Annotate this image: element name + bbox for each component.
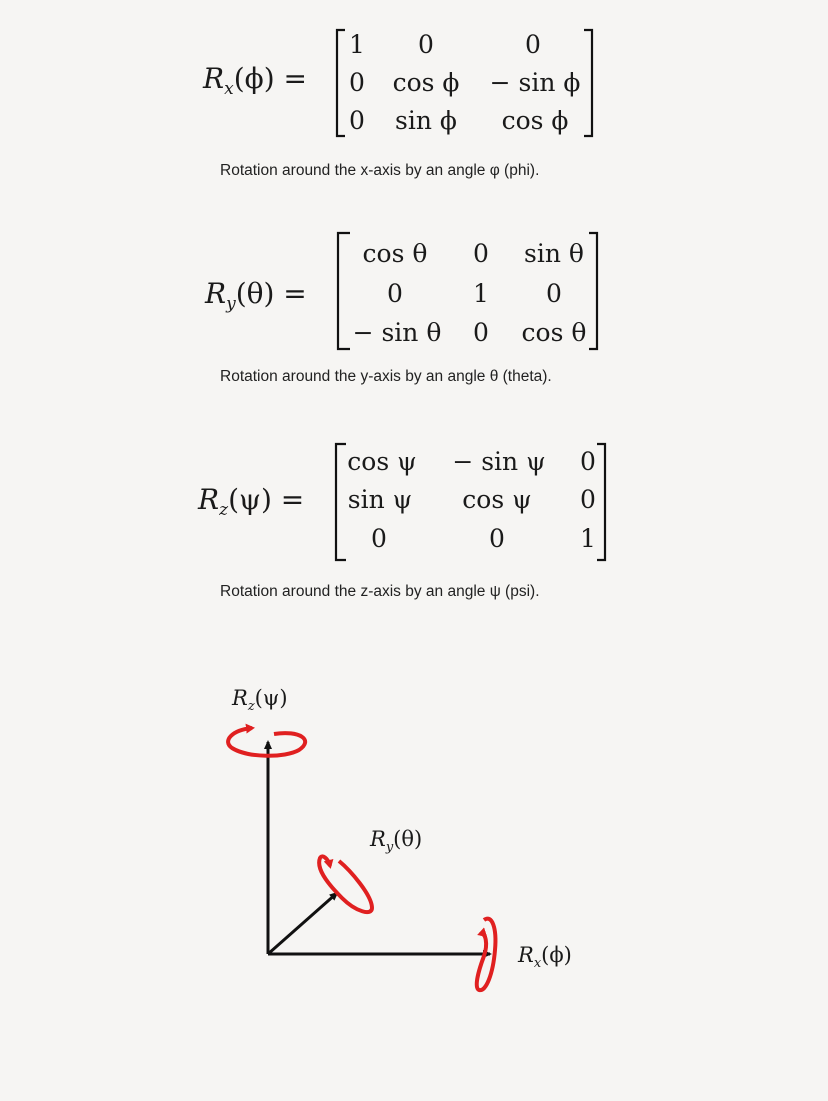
ry-right-bracket bbox=[589, 232, 599, 350]
ry-cell-2-2: cos θ bbox=[521, 318, 587, 347]
rx-cell-2-1: sin ϕ bbox=[395, 106, 457, 135]
rx-cell-2-2: cos ϕ bbox=[501, 106, 569, 135]
rx-lhs-sub: x bbox=[224, 79, 234, 99]
y-label-sub: y bbox=[385, 840, 394, 855]
rz-cell-2-1: 0 bbox=[489, 524, 505, 553]
ry-lhs-prefix: R bbox=[205, 277, 227, 310]
z-label-prefix: R bbox=[232, 686, 248, 710]
rx-cell-1-1: cos ϕ bbox=[392, 68, 460, 97]
ry-lhs-arg: (θ) = bbox=[235, 277, 307, 310]
ry-cell-0-2: sin θ bbox=[524, 239, 584, 268]
y-axis-arrow bbox=[268, 893, 337, 954]
z-rotation-arrow bbox=[228, 728, 305, 756]
rz-cell-0-0: cos ψ bbox=[347, 447, 417, 476]
y-label-arg: (θ) bbox=[393, 827, 423, 851]
diagram-x-label bbox=[518, 943, 572, 971]
rz-cell-0-1: − sin ψ bbox=[452, 447, 546, 476]
rz-cell-2-0: 0 bbox=[371, 524, 387, 553]
rz-caption: Rotation around the z-axis by an angle ψ (psi). bbox=[220, 583, 540, 600]
rz-right-bracket bbox=[597, 443, 607, 561]
x-label-sub: x bbox=[533, 956, 542, 971]
ry-left-bracket bbox=[336, 232, 350, 350]
diagram-y-label bbox=[370, 827, 422, 855]
rx-lhs bbox=[203, 62, 307, 99]
rz-cell-1-1: cos ψ bbox=[462, 485, 532, 514]
rz-cell-1-2: 0 bbox=[580, 485, 596, 514]
rz-lhs-sub: z bbox=[219, 500, 229, 520]
rx-cell-1-2: − sin ϕ bbox=[489, 68, 581, 97]
y-label-prefix: R bbox=[370, 827, 386, 851]
x-label-prefix: R bbox=[518, 943, 534, 967]
rz-cell-2-2: 1 bbox=[580, 524, 596, 553]
rz-lhs-prefix: R bbox=[198, 483, 220, 516]
rx-cell-0-2: 0 bbox=[525, 30, 541, 59]
y-rotation-arrow bbox=[319, 856, 372, 912]
rz-cell-0-2: 0 bbox=[580, 447, 596, 476]
z-label-arg: (ψ) bbox=[254, 686, 288, 710]
rx-cell-0-0: 1 bbox=[349, 30, 365, 59]
rz-lhs bbox=[198, 483, 304, 520]
rx-lhs-arg: (ϕ) = bbox=[233, 62, 307, 95]
rx-caption: Rotation around the x-axis by an angle φ (phi). bbox=[220, 162, 540, 179]
rz-cell-1-0: sin ψ bbox=[347, 485, 413, 514]
rx-lhs-prefix: R bbox=[203, 62, 225, 95]
ry-lhs bbox=[205, 277, 307, 314]
rx-right-bracket bbox=[584, 29, 594, 137]
rx-left-bracket bbox=[335, 29, 345, 137]
rx-cell-1-0: 0 bbox=[349, 68, 365, 97]
x-label-arg: (ϕ) bbox=[541, 943, 572, 967]
ry-cell-0-0: cos θ bbox=[362, 239, 428, 268]
rx-cell-2-0: 0 bbox=[349, 106, 365, 135]
ry-cell-2-0: − sin θ bbox=[352, 318, 442, 347]
ry-cell-1-2: 0 bbox=[546, 279, 562, 308]
ry-cell-2-1: 0 bbox=[473, 318, 489, 347]
x-rotation-arrow bbox=[477, 919, 496, 991]
ry-cell-1-1: 1 bbox=[473, 279, 489, 308]
diagram-z-label bbox=[232, 686, 288, 714]
z-label-sub: z bbox=[247, 699, 255, 714]
ry-cell-0-1: 0 bbox=[473, 239, 489, 268]
ry-lhs-sub: y bbox=[226, 294, 236, 314]
rz-left-bracket bbox=[334, 443, 346, 561]
ry-caption: Rotation around the y-axis by an angle θ (theta). bbox=[220, 368, 552, 385]
ry-cell-1-0: 0 bbox=[387, 279, 403, 308]
rz-lhs-arg: (ψ) = bbox=[228, 483, 305, 516]
rx-cell-0-1: 0 bbox=[418, 30, 434, 59]
